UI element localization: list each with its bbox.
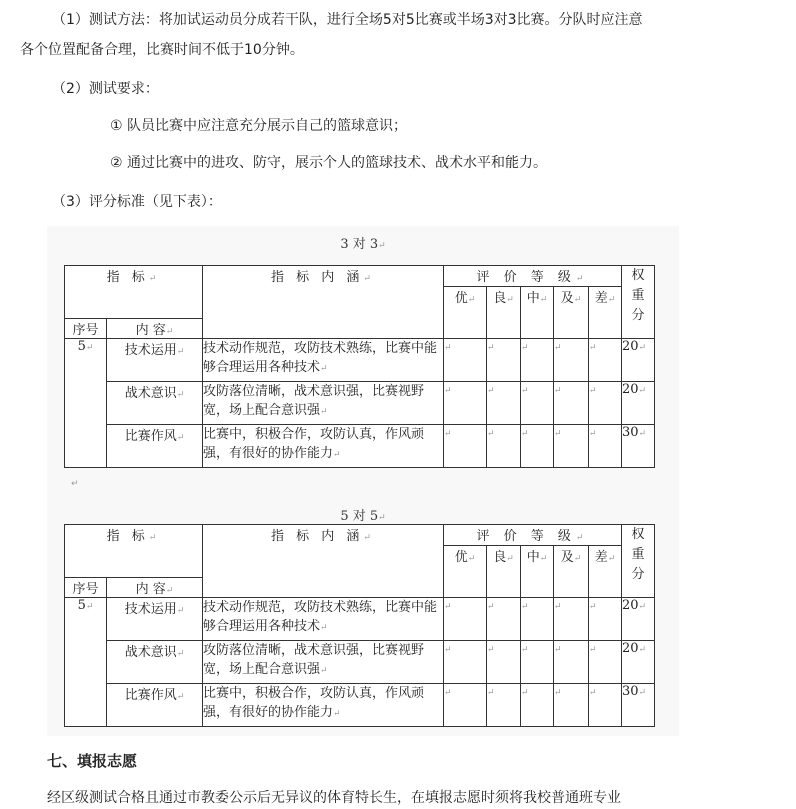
paragraph-mark: ↵ — [467, 554, 476, 564]
header-weight — [622, 525, 655, 598]
header-indicator-label: 指 标 — [106, 529, 149, 544]
header-grade-label: 中 — [526, 291, 540, 306]
grade-cell — [521, 641, 554, 684]
header-weight-char: 权 — [631, 268, 645, 283]
table-caption-3v3: 3 对 3↵ — [340, 237, 386, 252]
paragraph-mark: ↵ — [148, 533, 161, 543]
grade-cell — [554, 598, 589, 641]
row-item-label: 比赛作风 — [124, 688, 177, 703]
row-weight — [622, 641, 655, 684]
header-grade — [444, 546, 487, 598]
header-evaluation-grade — [444, 525, 622, 546]
row-item — [107, 684, 203, 727]
grade-cell — [589, 598, 622, 641]
paragraph-mark: ↵ — [487, 688, 495, 698]
table-row — [65, 339, 655, 382]
paragraph-mark: ↵ — [444, 386, 452, 396]
paragraph-mark: ↵ — [320, 666, 328, 676]
scoring-table-3v3 — [64, 265, 655, 468]
paragraph-mark: ↵ — [638, 645, 647, 655]
paragraph-mark: ↵ — [607, 295, 616, 305]
row-item-label: 技术运用 — [124, 602, 177, 617]
paragraph-mark: ↵ — [539, 554, 548, 564]
grade-cell — [444, 684, 487, 727]
paragraph-mark: ↵ — [176, 649, 185, 659]
paragraph-mark: ↵ — [521, 688, 529, 698]
paragraph-mark: ↵ — [506, 554, 514, 564]
row-item-label: 战术意识 — [124, 386, 177, 401]
row-item — [107, 425, 203, 468]
paragraph-mark: ↵ — [467, 295, 476, 305]
paragraph-mark: ↵ — [487, 602, 495, 612]
row-weight — [622, 339, 655, 382]
paragraph-mark: ↵ — [487, 343, 495, 353]
paragraph-mark: ↵ — [165, 586, 174, 596]
seq-number — [65, 339, 107, 468]
header-weight-char: 权 — [631, 527, 645, 542]
paragraph-mark: ↵ — [320, 623, 328, 633]
row-description — [203, 598, 444, 641]
criteria-title: （3）评分标准（见下表）： — [52, 194, 222, 210]
requirement-item-1: ① 队员比赛中应注意充分展示自己的篮球意识； — [110, 118, 407, 134]
paragraph-mark: ↵ — [638, 602, 647, 612]
paragraph-mark: ↵ — [176, 606, 185, 616]
paragraph-mark: ↵ — [521, 602, 529, 612]
paragraph-mark: ↵ — [333, 709, 341, 719]
method-line-2: 各个位置配备合理，比赛时间不低于10分钟。 — [20, 42, 304, 58]
header-indicator — [65, 525, 203, 578]
row-weight-value: 20 — [622, 382, 639, 397]
row-item-label: 比赛作风 — [124, 429, 177, 444]
table-caption-5v5: 5 对 5↵ — [340, 509, 386, 524]
paragraph-mark: ↵ — [85, 602, 94, 612]
row-description-text: 技术动作规范，攻防技术熟练，比赛中能够合理运用各种技术 — [203, 341, 438, 375]
header-weight-char: 分 — [631, 308, 645, 323]
header-grade-label: 及 — [560, 550, 574, 565]
grade-cell — [589, 684, 622, 727]
row-weight — [622, 598, 655, 641]
paragraph-mark: ↵ — [554, 429, 562, 439]
paragraph-mark: ↵ — [176, 390, 185, 400]
seq-number-value: 5 — [77, 598, 86, 613]
header-content-label: 内 容 — [135, 582, 166, 597]
paragraph-mark: ↵ — [573, 295, 582, 305]
section-heading: 七、填报志愿 — [47, 752, 138, 770]
row-weight-value: 20 — [622, 339, 639, 354]
paragraph-mark: ↵ — [589, 688, 597, 698]
row-weight-value: 30 — [622, 684, 639, 699]
header-indicator-content — [203, 266, 444, 339]
paragraph-mark: ↵ — [444, 688, 452, 698]
header-grade-label: 及 — [560, 291, 574, 306]
header-weight-char: 分 — [631, 567, 645, 582]
header-grade-label: 良 — [493, 291, 507, 306]
row-description — [203, 641, 444, 684]
row-description — [203, 339, 444, 382]
paragraph-mark: ↵ — [487, 429, 495, 439]
header-grade — [521, 546, 554, 598]
paragraph-mark: ↵ — [148, 274, 161, 284]
grade-cell — [521, 425, 554, 468]
row-item — [107, 641, 203, 684]
header-weight-char: 重 — [631, 547, 645, 562]
header-grade — [487, 287, 521, 339]
paragraph-mark: ↵ — [554, 645, 562, 655]
grade-cell — [554, 382, 589, 425]
grade-cell — [554, 684, 589, 727]
paragraph-mark: ↵ — [165, 327, 174, 337]
header-content-label: 内 容 — [135, 323, 166, 338]
paragraph-mark: ↵ — [638, 688, 647, 698]
row-description-text: 比赛中，积极合作，攻防认真，作风顽强，有很好的协作能力 — [203, 427, 425, 461]
row-description — [203, 684, 444, 727]
header-grade-label: 中 — [526, 550, 540, 565]
paragraph-mark: ↵ — [521, 386, 529, 396]
paragraph-mark: ↵ — [638, 429, 647, 439]
row-weight-value: 20 — [622, 598, 639, 613]
paragraph-mark: ↵ — [333, 450, 341, 460]
grade-cell — [487, 641, 521, 684]
paragraph-mark: ↵ — [363, 533, 375, 543]
grade-cell — [521, 339, 554, 382]
header-evaluation-label: 评 价 等 级 — [476, 529, 576, 544]
grade-cell — [521, 684, 554, 727]
paragraph-mark: ↵ — [444, 343, 452, 353]
table-row — [65, 382, 655, 425]
paragraph-mark: ↵ — [638, 343, 647, 353]
paragraph-mark: ↵ — [444, 429, 452, 439]
row-item — [107, 598, 203, 641]
header-content — [107, 319, 203, 339]
table-row — [65, 641, 655, 684]
paragraph-mark: ↵ — [554, 688, 562, 698]
row-description-text: 攻防落位清晰，战术意识强，比赛视野宽，场上配合意识强 — [203, 643, 425, 677]
row-weight-value: 30 — [622, 425, 639, 440]
grade-cell — [589, 425, 622, 468]
grade-cell — [589, 382, 622, 425]
row-description — [203, 382, 444, 425]
header-grade-label: 差 — [594, 291, 608, 306]
row-description-text: 技术动作规范，攻防技术熟练，比赛中能够合理运用各种技术 — [203, 600, 438, 634]
grade-cell — [487, 598, 521, 641]
paragraph-mark: ↵ — [487, 386, 495, 396]
paragraph-mark: ↵ — [638, 386, 647, 396]
paragraph-mark: ↵ — [85, 343, 94, 353]
header-grade-label: 良 — [493, 550, 507, 565]
paragraph-mark: ↵ — [554, 602, 562, 612]
grade-cell — [487, 382, 521, 425]
paragraph-mark: ↵ — [589, 645, 597, 655]
paragraph-mark: ↵ — [575, 274, 589, 284]
paragraph-mark: ↵ — [176, 692, 185, 702]
row-description-text: 攻防落位清晰，战术意识强，比赛视野宽，场上配合意识强 — [203, 384, 425, 418]
header-grade — [589, 287, 622, 339]
header-evaluation-grade — [444, 266, 622, 287]
header-indicator-label: 指 标 — [106, 270, 149, 285]
row-item — [107, 382, 203, 425]
grade-cell — [589, 641, 622, 684]
row-weight — [622, 684, 655, 727]
paragraph-mark: ↵ — [607, 554, 616, 564]
paragraph-mark: ↵ — [487, 645, 495, 655]
header-seq: 序号 — [65, 578, 107, 598]
header-grade — [554, 546, 589, 598]
paragraph-mark: ↵ — [573, 554, 582, 564]
row-description — [203, 425, 444, 468]
header-grade — [521, 287, 554, 339]
header-grade — [554, 287, 589, 339]
grade-cell — [554, 339, 589, 382]
method-line-1: （1）测试方法：将加试运动员分成若干队，进行全场5对5比赛或半场3对3比赛。分队时应注意 — [52, 12, 643, 28]
table-row — [65, 425, 655, 468]
header-indicator — [65, 266, 203, 319]
header-grade-label: 优 — [454, 291, 468, 306]
paragraph-mark: ↵ — [444, 645, 452, 655]
grade-cell — [487, 684, 521, 727]
header-weight — [622, 266, 655, 339]
paragraph-mark: ↵ — [521, 429, 529, 439]
seq-number-value: 5 — [77, 339, 86, 354]
row-weight — [622, 382, 655, 425]
paragraph-mark: ↵ — [363, 274, 375, 284]
row-description-text: 比赛中，积极合作，攻防认真，作风顽强，有很好的协作能力 — [203, 686, 425, 720]
header-seq: 序号 — [65, 319, 107, 339]
row-item-label: 技术运用 — [124, 343, 177, 358]
header-grade-label: 优 — [454, 550, 468, 565]
paragraph-mark: ↵ — [521, 343, 529, 353]
grade-cell — [521, 598, 554, 641]
paragraph-mark: ↵ — [589, 386, 597, 396]
paragraph-mark: ↵ — [589, 429, 597, 439]
header-grade — [444, 287, 487, 339]
header-evaluation-label: 评 价 等 级 — [476, 270, 576, 285]
paragraph-mark: ↵ — [521, 645, 529, 655]
grade-cell — [554, 425, 589, 468]
requirements-title: （2）测试要求： — [52, 81, 159, 97]
requirement-item-2: ② 通过比赛中的进攻、防守，展示个人的篮球技术、战术水平和能力。 — [110, 155, 547, 171]
paragraph-mark: ↵ — [539, 295, 548, 305]
grade-cell — [444, 382, 487, 425]
paragraph-mark: ↵ — [71, 479, 79, 489]
paragraph-mark: ↵ — [506, 295, 514, 305]
grade-cell — [487, 425, 521, 468]
grade-cell — [487, 339, 521, 382]
grade-cell — [444, 425, 487, 468]
row-weight-value: 20 — [622, 641, 639, 656]
header-grade — [589, 546, 622, 598]
header-content — [107, 578, 203, 598]
paragraph-mark: ↵ — [176, 347, 185, 357]
grade-cell — [554, 641, 589, 684]
row-item — [107, 339, 203, 382]
grade-cell — [589, 339, 622, 382]
paragraph-mark: ↵ — [589, 343, 597, 353]
header-grade-label: 差 — [594, 550, 608, 565]
table-row — [65, 684, 655, 727]
header-indicator-content-label: 指 标 内 涵 — [271, 529, 364, 544]
paragraph-mark: ↵ — [176, 433, 185, 443]
paragraph-mark: ↵ — [575, 533, 589, 543]
scoring-tables-panel — [47, 226, 679, 736]
section-body-text: 经区级测试合格且通过市教委公示后无异议的体育特长生，在填报志愿时须将我校普通班专业 — [47, 790, 621, 806]
grade-cell — [521, 382, 554, 425]
grade-cell — [444, 598, 487, 641]
header-indicator-content-label: 指 标 内 涵 — [271, 270, 364, 285]
paragraph-mark: ↵ — [320, 364, 328, 374]
header-grade — [487, 546, 521, 598]
paragraph-mark: ↵ — [554, 386, 562, 396]
table-row — [65, 598, 655, 641]
paragraph-mark: ↵ — [554, 343, 562, 353]
paragraph-mark: ↵ — [589, 602, 597, 612]
paragraph-mark: ↵ — [444, 602, 452, 612]
paragraph-mark: ↵ — [320, 407, 328, 417]
row-item-label: 战术意识 — [124, 645, 177, 660]
grade-cell — [444, 339, 487, 382]
grade-cell — [444, 641, 487, 684]
header-weight-char: 重 — [631, 288, 645, 303]
row-weight — [622, 425, 655, 468]
seq-number — [65, 598, 107, 727]
header-indicator-content — [203, 525, 444, 598]
scoring-table-5v5 — [64, 524, 655, 727]
